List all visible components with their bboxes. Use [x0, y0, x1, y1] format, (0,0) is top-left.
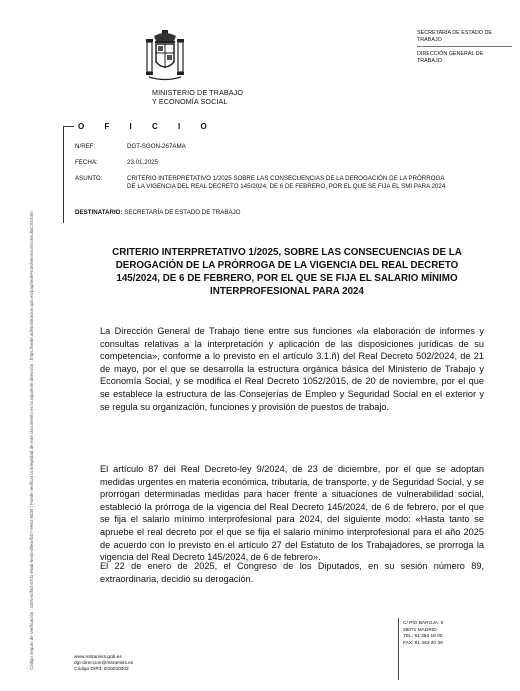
dir3-code: Código DIR3: E00040002: [74, 667, 129, 672]
ministry-name: MINISTERIO DE TRABAJO Y ECONOMÍA SOCIAL: [152, 88, 244, 106]
document-title: CRITERIO INTERPRETATIVO 1/2025, SOBRE LAS CONSECUENCIAS DE LA DEROGACIÓN DE LA PRÓRROGA DE LA VIGENCIA DEL REAL DECRETO 145/2024, DE 6 DE FEBRERO, POR EL QUE SE FIJA EL SALARIO MÍNIMO INTERPROFESIONAL PARA 2024: [112, 247, 462, 297]
paragraph-1: La Dirección General de Trabajo tiene entre sus funciones «la elaboración de informes y consultas relativas a la interpretación y aplicación de las disposiciones jurídicas de su competencia», conforme a lo previsto en el artículo 3.1.ñ) del Real Decreto 502/2024, de 21 de mayo, por el que se desarrolla la estructura orgánica básica del Ministerio de Trabajo y Economía Social, y se modifica el Real Decreto 1052/2015, de 20 de noviembre, por el que se establece la estructura de las Consejerías de Empleo y Seguridad Social en el exterior y se regula su organización, funciones y provisión de puestos de trabajo.: [100, 326, 484, 412]
sender-department-box: [417, 30, 512, 65]
paragraph-2: El artículo 87 del Real Decreto-ley 9/2024, de 23 de diciembre, por el que se adoptan medidas urgentes en materia económica, tributaria, de transporte, y de Seguridad Social, y se prorrogan determinadas medidas para hacer frente a situaciones de vulnerabilidad social, estableció la prórroga de la vigencia del Real Decreto 145/2024, de 6 de febrero, por el que se fija el salario mínimo interprofesional para 2024, del siguiente modo: «Hasta tanto se apruebe el real decreto por el que se fija el salario mínimo interprofesional para el año 2025 de acuerdo con lo previsto en el artículo 27 del Estatuto de los Trabajadores, se prorroga la vigencia del Real Decreto 145/2024, de 6 de febrero».: [100, 464, 484, 563]
footer-address-box: C/ PÍO BAROJA, 6 28071 MADRID TEL: 91 363 18 00 FAX: 91 363 20 38: [398, 618, 509, 680]
website-link[interactable]: www.mitramiss.gob.es: [74, 655, 122, 660]
oficio-bracket: [63, 126, 74, 223]
email-link[interactable]: dgt-direccion@mitramiss.es: [74, 661, 134, 666]
paragraph-3: El 22 de enero de 2025, el Congreso de los Diputados, en su sesión número 89, extraordinaria, decidió su derogación.: [100, 561, 484, 584]
oficio-heading: O F I C I O: [78, 122, 216, 131]
verification-code: Código seguro de Verificación : GEN-e2f6d-87d1-e9ab-5e46-d8ea-fb07-ee53-8d39 | Puede verificar la integridad de este documento en la siguiente dirección : https://sede.administracion.gob.es/pagSedeFront/servicios/consultaCSV.htm: [29, 211, 34, 670]
secretaria-label: SECRETARÍA DE ESTADO DE TRABAJO: [417, 30, 512, 47]
coat-of-arms-logo: [145, 28, 185, 84]
direccion-label: DIRECCIÓN GENERAL DE TRABAJO: [417, 51, 484, 64]
footer-contact: [74, 655, 133, 673]
recipient-row: DESTINATARIO: SECRETARÍA DE ESTADO DE TRABAJO: [75, 209, 241, 216]
